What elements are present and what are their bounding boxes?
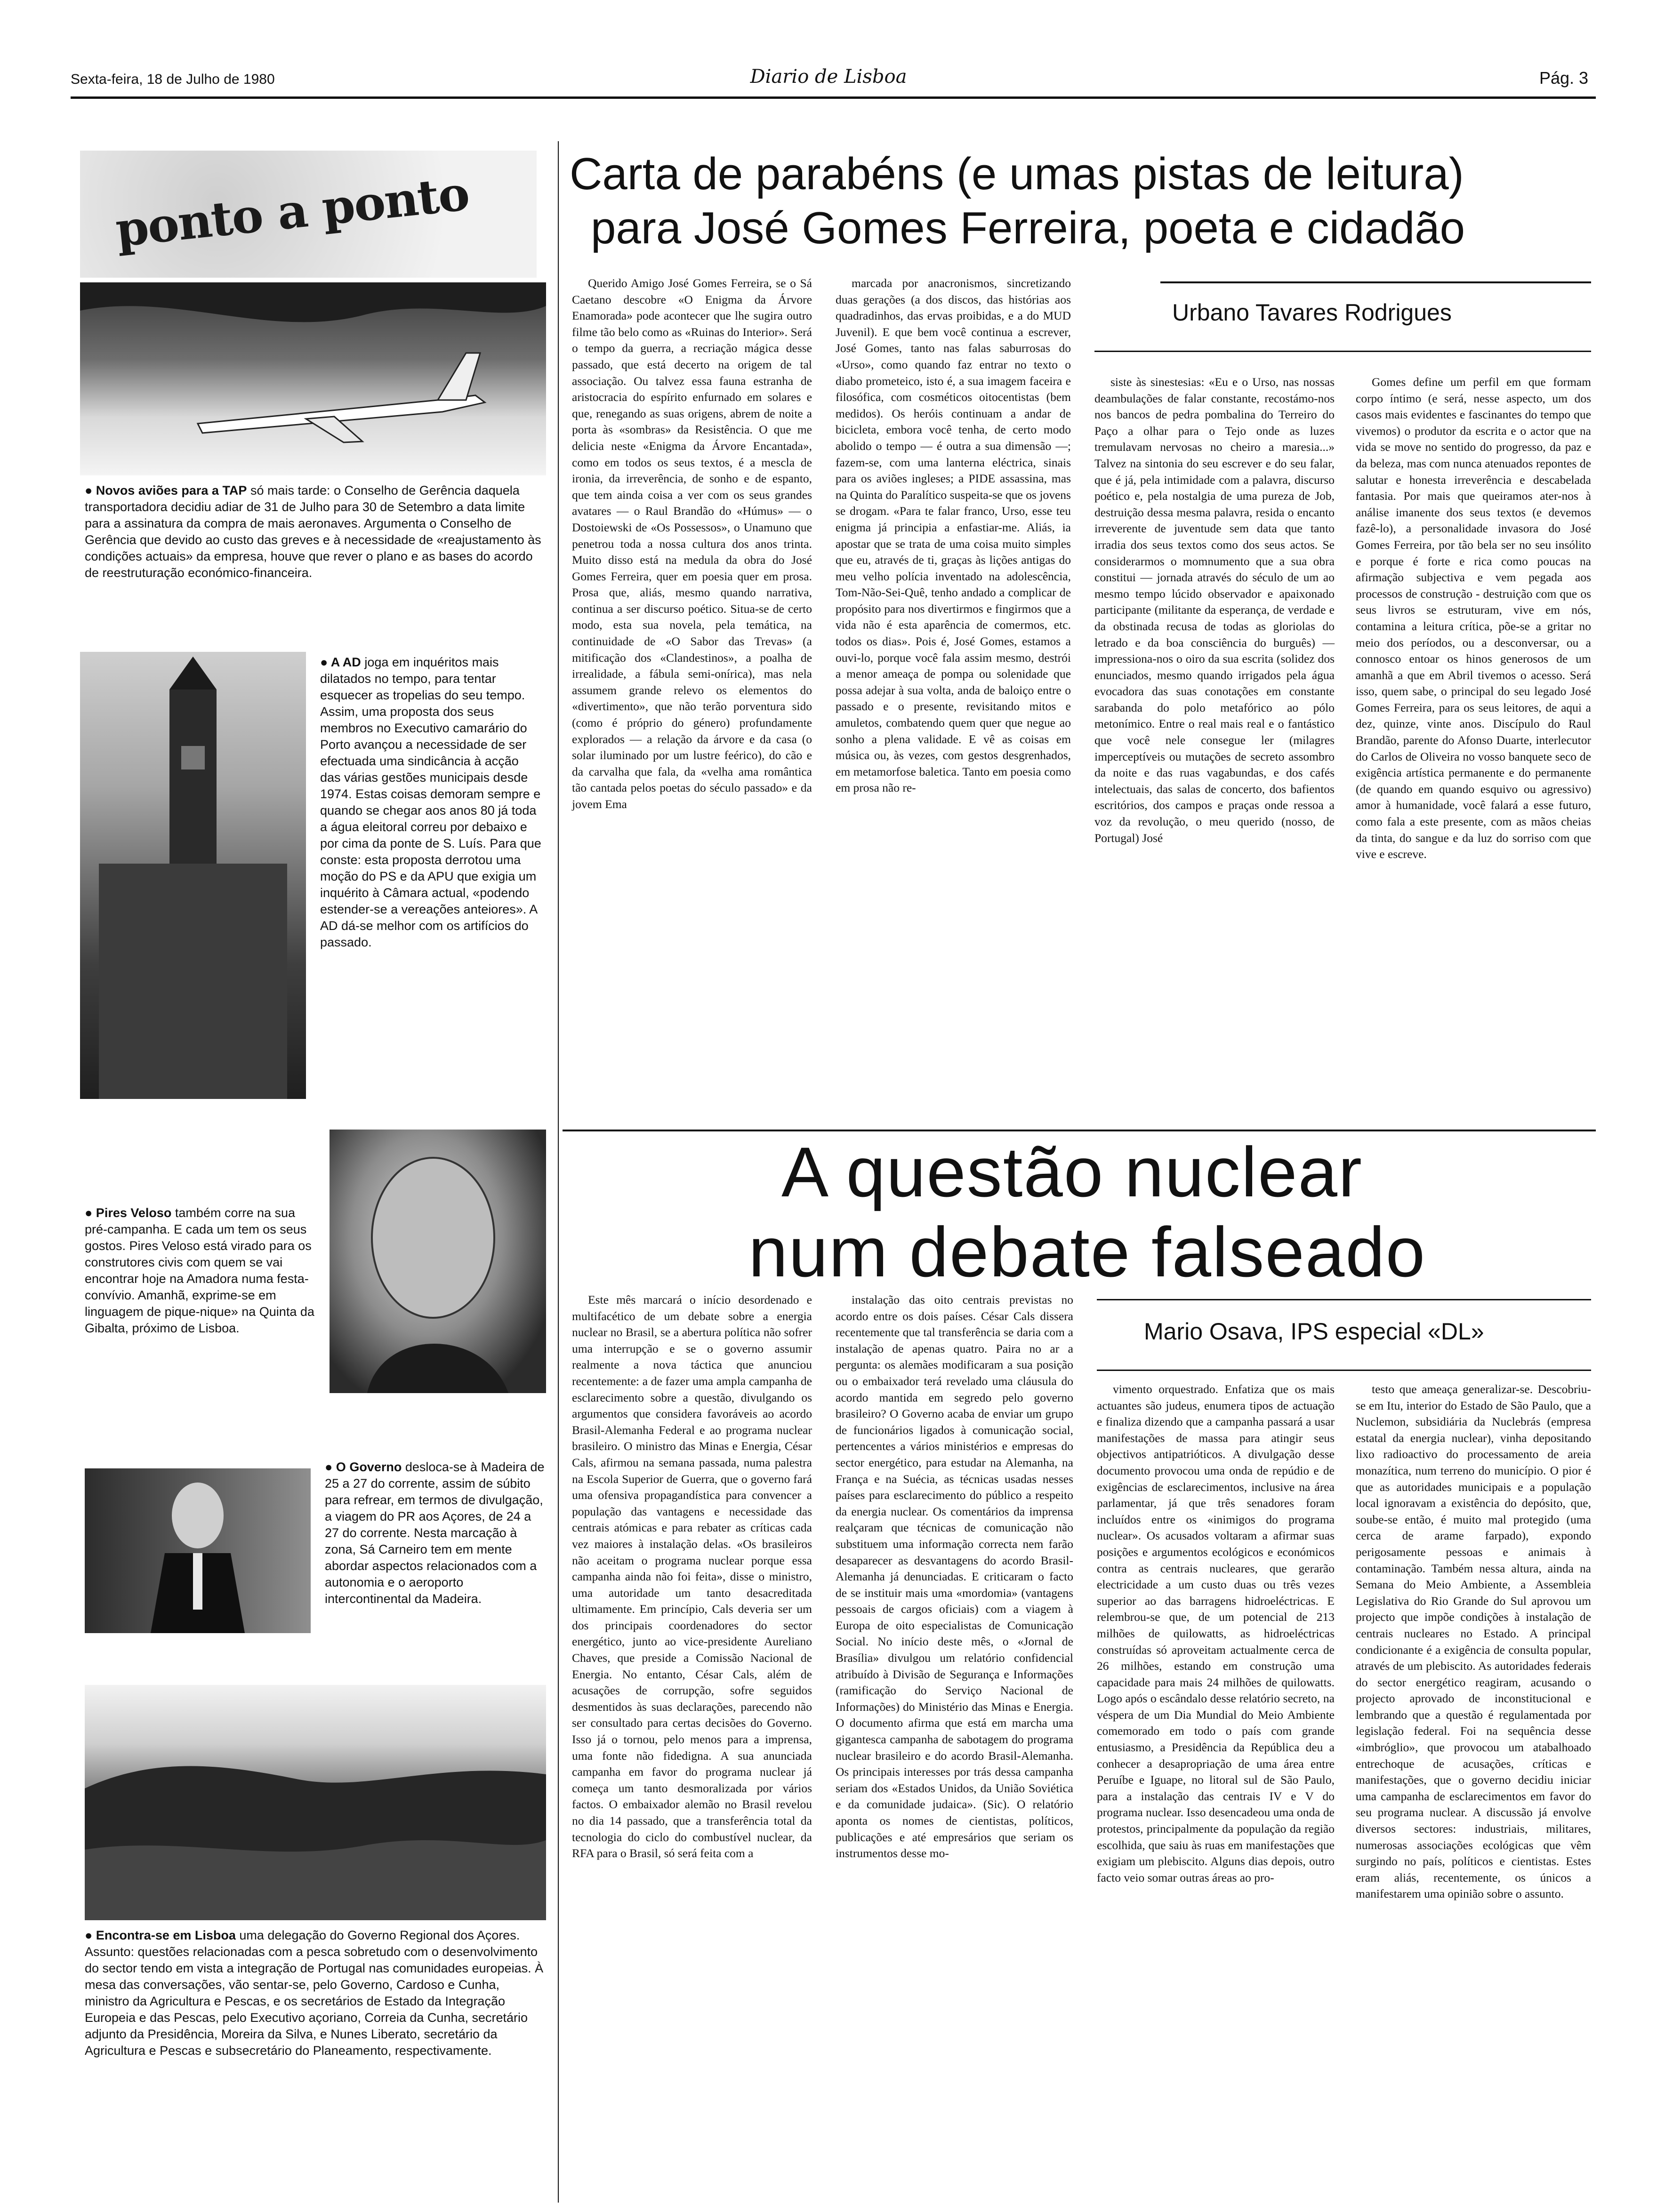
article1-paragraph: marcada por anacronismos, sincretizando duas gerações (a dos discos, das histórias aos quadradinhos, das ervas proibidas, e a do MUD Juvenil). E que bem você continua a escrever, José Gomes, tanto nas falas saburrosas do «Urso», como quando faz entrar no texto o diabo prometeico, isto é, a sua imagem faceira e filosófica, com cosméticos oitocentistas (bem medidos). Os heróis continuam a andar de bicicleta, embora você tenha, de certo modo abolido o tempo — é outra a sua dimensão —; fazem-se, com uma lanterna eléctrica, sinais para os aviões ingleses; a PIDE assassina, mas na Quinta do Paralítico suspeita-se que os jovens se drogam. «Para te falar franco, Urso, esse teu enigma já principia a enfastiar-me. Aliás, ia apostar que se trata de uma coisa muito simples que eu, através de ti, graças às lições antigas do meu velho polícia inventado na adolescência, Tom-Não-Sei-Quê, tenho andado a complicar de propósito para nos divertirmos e fingirmos que a vida não é esta aparência de comermos, etc. todos os dias». Pois é, José Gomes, estamos a ouvi-lo, porque você fala assim mesmo, destrói a menor ameaça de pompa ou solenidade que possa adejar à sua volta, anda de baloiço entre o passado e o presente, revisitando mitos e amuletos, combatendo quem quer que negue ao sonho a plena validade. E vê as coisas em música ou, às vezes, com gestos desgrenhados, em metamorfose baletica. Tanto em poesia como em prosa não re-: [836, 276, 1071, 795]
sidebar-item-lead: ● Pires Veloso: [85, 1206, 172, 1220]
sa-carneiro-photo: [85, 1468, 311, 1633]
person-icon: [85, 1468, 311, 1633]
porto-city-hall-photo: [80, 652, 306, 1099]
pires-veloso-portrait: [330, 1130, 546, 1393]
sidebar-title: ponto a ponto: [113, 165, 472, 258]
article2-column-2: [836, 1292, 1073, 1862]
ponto-a-ponto-banner: [80, 151, 537, 278]
tower-icon: [80, 652, 306, 1099]
sidebar-item-lead: ● Novos aviões para a TAP: [85, 483, 247, 497]
article1-byline: Urbano Tavares Rodrigues: [1172, 299, 1452, 326]
sidebar-item-pires-veloso: [85, 1205, 315, 1337]
article2-paragraph: instalação das oito centrais previstas no acordo entre os dois países. César Cals dissera recentemente que tal transferência se daria com a instalação de apenas quatro. Paira no ar a pergunta: os alemães modificaram a sua posição ou o embaixador terá revelado uma cláusula do acordo mantida em segredo pelo governo brasileiro? O Governo acaba de enviar um grupo de funcionários ligados à comunicação social, pertencentes a vários ministérios e empresas do sector energético, para estudar na Alemanha, na França e na Suécia, as técnicas usadas nesses países para esclarecimento do público a respeito da energia nuclear. Os comentários da imprensa realçaram que técnicas de comunicação não substituem uma informação correcta nem farão desaparecer as desvantagens do acordo Brasil-Alemanha já denunciadas. E criticaram o facto de se instituir mais uma «mordomia» (vantagens pessoais de cargos oficiais) com a viagem à Europa de oito especialistas de Comunicação Social. No início deste mês, o «Jornal de Brasília» divulgou um relatório confidencial atribuído à Divisão de Segurança e Informações (ramificação do Serviço Nacional de Informações) do Ministério das Minas e Energia. O documento afirma que está em marcha uma gigantesca campanha de sabotagem do programa nuclear brasileiro e do acordo Brasil-Alemanha. Os principais interesses por trás dessa campanha seriam dos «Estados Unidos, da União Soviética e da comunidade judaica». (Sic). O relatório aponta os nomes de cientistas, políticos, publicações e até empresários que seriam os instrumentos desse mo-: [836, 1293, 1073, 1860]
airplane-photo: [80, 282, 546, 475]
acores-coast-photo: [85, 1685, 546, 1920]
sidebar-item-text: só mais tarde: o Conselho de Gerência daquela transportadora decidiu adiar de 31 de Julho para 30 de Setembro a data limite para a assinatura da compra de mais aeronaves. Argumenta o Conselho de Gerência que devido ao custo das greves e à necessidade de «reajustamento às condições actuais» da empresa, houve que rever o plano e as bases do acordo de reestruturação económico-financeira.: [85, 483, 541, 580]
article1-column-1: [572, 275, 812, 813]
portrait-icon: [330, 1130, 546, 1393]
article1-headline-line2: para José Gomes Ferreira, poeta e cidadão: [591, 203, 1465, 253]
article2-column-1: [572, 1292, 812, 1862]
article2-paragraph: vimento orquestrado. Enfatiza que os mais actuantes são judeus, enumera tipos de actuação e finaliza dizendo que a campanha passará a usar manifestações de massa para atingir seus objectivos antipatrióticos. A divulgação desse documento provocou uma onda de repúdio e de exigências de esclarecimentos, inclusive na área parlamentar, já que três senadores foram incluídos entre os «inimigos do programa nuclear». Os acusados voltaram a afirmar suas posições e argumentos ecológicos e económicos contra as centrais nucleares, que gerarão electricidade a um custo duas ou três vezes superior ao das barragens hidroeléctricas. E relembrou-se que, de um potencial de 213 milhões de quilowatts, as hidroeléctricas construídas só aproveitam actualmente cerca de 26 milhões, estando em construção uma capacidade para mais 24 milhões de quilowatts. Logo após o escândalo desse relatório secreto, na véspera de um Dia Mundial do Meio Ambiente comemorado em todo o país com grande entusiasmo, a Presidência da República deu a conhecer a desapropriação de uma área entre Peruíbe e Iguape, no litoral sul de São Paulo, para a instalação das centrais IV e V do programa nuclear. Isso desencadeou uma onda de protestos, principalmente da população da região escolhida, que saiu às ruas em manifestações que exigiam um plebiscito. Alguns dias depois, outro facto veio somar outras áreas ao pro-: [1097, 1382, 1335, 1884]
sidebar-item-lead: ● A AD: [320, 655, 361, 669]
sidebar-item-lead: ● O Governo: [325, 1460, 402, 1474]
header-date: Sexta-feira, 18 de Julho de 1980: [71, 72, 275, 87]
article1-column-3: [1094, 374, 1335, 846]
article1-paragraph: Querido Amigo José Gomes Ferreira, se o Sá Caetano descobre «O Enigma da Árvore Enamorada» pode acontecer que lhe sugira outro filme tão belo como as «Ruinas do Interior». Será o tempo da guerra, a recriação mágica desse passado, que está decerto na origem de tal associação. Ou talvez essa fauna estranha de aristocracia do espírito enfurnado em solares e que, renegando as suas origens, abrem de noite a porta às «sombras» da Resistência. O que me delicia neste «Enigma da Árvore Encantada», como em todos os seus textos, é a mescla de ironia, da irreverência, de sonho e de espanto, que tem ainda coisa a ver com os seus grandes avatares — o Raul Brandão do «Húmus» — o Dostoiewski de «Os Possessos», o Unamuno que penetrou toda a nossa cultura dos anos trinta. Muito disso está na medula da obra do José Gomes Ferreira, quer em poesia quer em prosa. Prosa que, aliás, mesmo quando narrativa, continua a ser discurso poético. Situa-se de certo modo, esta sua novela, pela temática, na continuidade de «O Sabor das Trevas» (a mitificação dos «Clandestinos», a poalha de irrealidade, a fábula semi-onírica), mas nela assumem grande relevo os elementos do «divertimento», que não terão porventura sido (como é próprio do género) profundamente explorados — a relação da árvore e da casa (o solar iluminado por um lustre feérico), do cão e da carvalha que fala, da «velha ama romântica tão cantada pelos poetas do século passado» e da jovem Ema: [572, 276, 812, 811]
byline-rule-top: [1160, 281, 1591, 283]
article2-column-4: [1356, 1381, 1591, 1902]
sidebar-item-ad: [320, 654, 541, 951]
sidebar-item-tap: [85, 482, 546, 581]
sidebar-item-text: também corre na sua pré-campanha. E cada um tem os seus gostos. Pires Veloso está virado para os construtores civis com quem se vai encontrar hoje na Amadora numa festa-convívio. Amanhã, exprime-se em linguagem de pique-nique» na Quinta da Gibalta, próximo de Lisboa.: [85, 1206, 314, 1335]
airplane-icon: [80, 282, 546, 475]
article1-column-2: [836, 275, 1071, 796]
sidebar-item-lead: ● Encontra-se em Lisboa: [85, 1928, 236, 1942]
byline2-rule-bottom: [1097, 1370, 1591, 1371]
sidebar-item-text: joga em inquéritos mais dilatados no tempo, para tentar esquecer as tropelias do seu tempo. Assim, uma proposta dos seus membros no Executivo camarário do Porto avançou a necessidade de ser efectuada uma sindicância à acção das várias gestões municipais desde 1974. Estas coisas demoram sempre e quando se chegar aos anos 80 já toda a água eleitoral correu por debaixo e por cima da ponte de S. Luís. Para que conste: esta proposta derrotou uma moção do PS e da APU que exigia um inquérito à Câmara actual, «podendo estender-se a vereações anteiores». A AD dá-se melhor com os artifícios do passado.: [320, 655, 541, 949]
article2-paragraph: testo que ameaça generalizar-se. Descobriu-se em Itu, interior do Estado de São Paulo, que a Nuclemon, subsidiária da Nuclebrás (empresa estatal da energia nuclear), vinha depositando lixo radioactivo do processamento de areia monazítica, num terreno do município. O pior é que as autoridades municipais e a população local ignoravam a existência do depósito, que, soube-se então, é muito mal protegido (uma cerca de arame farpado), expondo perigosamente pessoas e animais à contaminação. Também nessa altura, ainda na Semana do Meio Ambiente, a Assembleia Legislativa do Rio Grande do Sul aprovou um projecto que impõe condições à instalação de centrais nucleares no Estado. A principal condicionante é a exigência de consulta popular, através de um plebiscito. As autoridades federais do sector energético reagiram, acusando o projecto aprovado de inconstitucional e lembrando que a questão é regulamentada por legislação federal. Foi na sequência desse «imbróglio», que provocou um atabalhoado entrechoque de acusações, críticas e manifestações, que o governo decidiu iniciar uma campanha de esclarecimentos em favor do seu programa nuclear. A discussão já envolve diversos sectores: industriais, militares, numerosas associações ecológicas que vêm surgindo no país, políticos e cientistas. Estes eram aliás, recentemente, os únicos a manifestarem uma opinião sobre o assunto.: [1356, 1382, 1591, 1901]
sidebar-item-acores: [85, 1927, 546, 2059]
article2-column-3: [1097, 1381, 1335, 1886]
article2-headline-line2: num debate falseado: [748, 1212, 1426, 1291]
article1-paragraph: siste às sinestesias: «Eu e o Urso, nas nossas deambulações de falar constante, recostámo-nos nos bancos de pedra pombalina do Terreiro do Paço a olhar para o Tejo onde as luzes tremulavam nervosas no cheiro a maresia...» Talvez na sintonia do seu escrever e do seu falar, que é já, pela intimidade com a palavra, discurso poético e, pela nostalgia de uma pureza de Job, destruição dessa mesma palavra, resida o encanto irreverente de juventude sem data que tanto irradia dos seus textos como dos seus actos. Se considerarmos o momnumento que a sua obra constitui — jornada através do século de um ao mesmo tempo lúcido observador e apaixonado participante (militante da esperança, de verdade e da obstinada recusa de todas as gloriolas do letrado e da boa consciência do burguês) — impressiona-nos o oiro da sua escrita (solidez dos enunciados, mesmo quando irrigados pela água evocadora das suas conotações em constante sarabanda do polo metafórico ao pólo metonímico. Entre o real mais real e o fantástico que você nele consegue ler (milagres imperceptíveis ou mutações de secreto assombro da noite e das ruas vagabundas, e dos cafés intelectuais, das salas de concerto, dos bafientos escritórios, dos campos e praças onde ressoa a voz da revolução, o meu querido (nosso, de Portugal) José: [1094, 375, 1335, 845]
coast-icon: [85, 1685, 546, 1920]
sidebar-divider: [558, 141, 559, 2203]
sidebar-item-text: uma delegação do Governo Regional dos Açores. Assunto: questões relacionadas com a pesca sobretudo com o desenvolvimento do sector tendo em vista a integração de Portugal nas comunidades europeias. À mesa das conversações, vão sentar-se, pelo Governo, Cardoso e Cunha, ministro da Agricultura e Pescas, e os secretários de Estado da Integração Europeia e das Pescas, pelo Executivo açoriano, Correia da Cunha, secretário adjunto da Presidência, Moreira da Silva, e Nunes Liberato, secretário da Agricultura e Pescas e subsecretário do Planeamento, respectivamente.: [85, 1928, 544, 2058]
article2-headline-line1: A questão nuclear: [781, 1132, 1363, 1211]
header-rule: [71, 96, 1596, 99]
article1-paragraph: Gomes define um perfil em que formam corpo íntimo (e será, nesse aspecto, um dos casos mais evidentes e fascinantes do tempo que vivemos) o produtor da escrita e o actor que na vida se move no sentido do progresso, da paz e da beleza, mas com nunca atenuados repontes de salutar e honesta irreverência e descabelada fantasia. Por mais que queiramos ater-nos à análise imanente dos seus textos (e devemos fazê-lo), a personalidade invasora do José Gomes Ferreira, por tão bela ser no seu insólito e porque é forte e rica como poucas na afirmação subjectiva e vem pegada aos processos de construção - destruição com que os seus livros se estruturam, vive em nós, contamina a leitura crítica, põe-se a gritar no meio dos períodos, ou a desconversar, ou a connosco entoar os hinos generosos de um amanhã a que em Abril tivemos o acesso. Será isso, quem sabe, o principal do seu legado José Gomes Ferreira, para os seus leitores, de aqui a dez, quinze, vinte anos. Discípulo do Raul Brandão, parente do Afonso Duarte, interlecutor do Carlos de Oliveira no vosso banquete seco de exigência artística permanente e do permanente (de quando em quando esquivo ou agressivo) amor à humanidade, você falará a esse futuro, como fala a este presente, com as mãos cheias da tinta, do sangue e da luz do sorriso com que vive e escreve.: [1356, 375, 1591, 861]
sidebar-item-governo: [325, 1459, 546, 1607]
masthead: Diario de Lisboa: [750, 66, 907, 88]
article1-column-4: [1356, 374, 1591, 863]
byline2-rule-top: [1097, 1299, 1591, 1300]
article1-headline-line1: Carta de parabéns (e umas pistas de leitura): [570, 149, 1464, 199]
sidebar-item-text: desloca-se à Madeira de 25 a 27 do corrente, assim de súbito para refrear, em termos de divulgação, a viagem do PR aos Açores, de 24 a 27 do corrente. Nesta marcação à zona, Sá Carneiro tem em mente abordar aspectos relacionados com a autonomia e o aeroporto intercontinental da Madeira.: [325, 1460, 545, 1606]
article2-byline: Mario Osava, IPS especial «DL»: [1144, 1318, 1484, 1345]
article-divider: [563, 1130, 1596, 1131]
article2-paragraph: Este mês marcará o início desordenado e multifacético de um debate sobre a energia nuclear no Brasil, se a abertura política não sofrer uma interrupção e se o governo assumir realmente a nova táctica que anunciou recentemente: a de fazer uma ampla campanha de esclarecimento sobre a questão, divulgando os argumentos que considera favoráveis ao acordo Brasil-Alemanha Federal e ao programa nuclear brasileiro. O ministro das Minas e Energia, César Cals, afirmou na semana passada, numa palestra na Escola Superior de Guerra, que o governo fará uma ofensiva propagandística para convencer a população das vantagens e necessidade das centrais atómicas e para rebater as críticas cada vez maiores à instalação delas. «Os brasileiros não aceitam o programa nuclear porque essa campanha ainda não foi feita», disse o ministro, uma autoridade um tanto desacreditada ultimamente. Em princípio, Cals deveria ser um dos principais coordenadores do sector energético, junto ao vice-presidente Aureliano Chaves, que preside a Comissão Nacional de Energia. No entanto, César Cals, além de acusações de corrupção, sofre seguidos desmentidos às suas declarações, parecendo não ser consultado para certas decisões do Governo. Isso já o tornou, pelo menos para a imprensa, uma fonte não fidedigna. A sua anunciada campanha em favor do programa nuclear já começa um tanto desmoralizada por vários factos. O embaixador alemão no Brasil revelou no dia 14 passado, que a transferência total da tecnologia do ciclo do combustível nuclear, da RFA para o Brasil, só será feita com a: [572, 1293, 812, 1860]
byline-rule-bottom: [1094, 351, 1591, 352]
page-number: Pág. 3: [1539, 68, 1589, 88]
